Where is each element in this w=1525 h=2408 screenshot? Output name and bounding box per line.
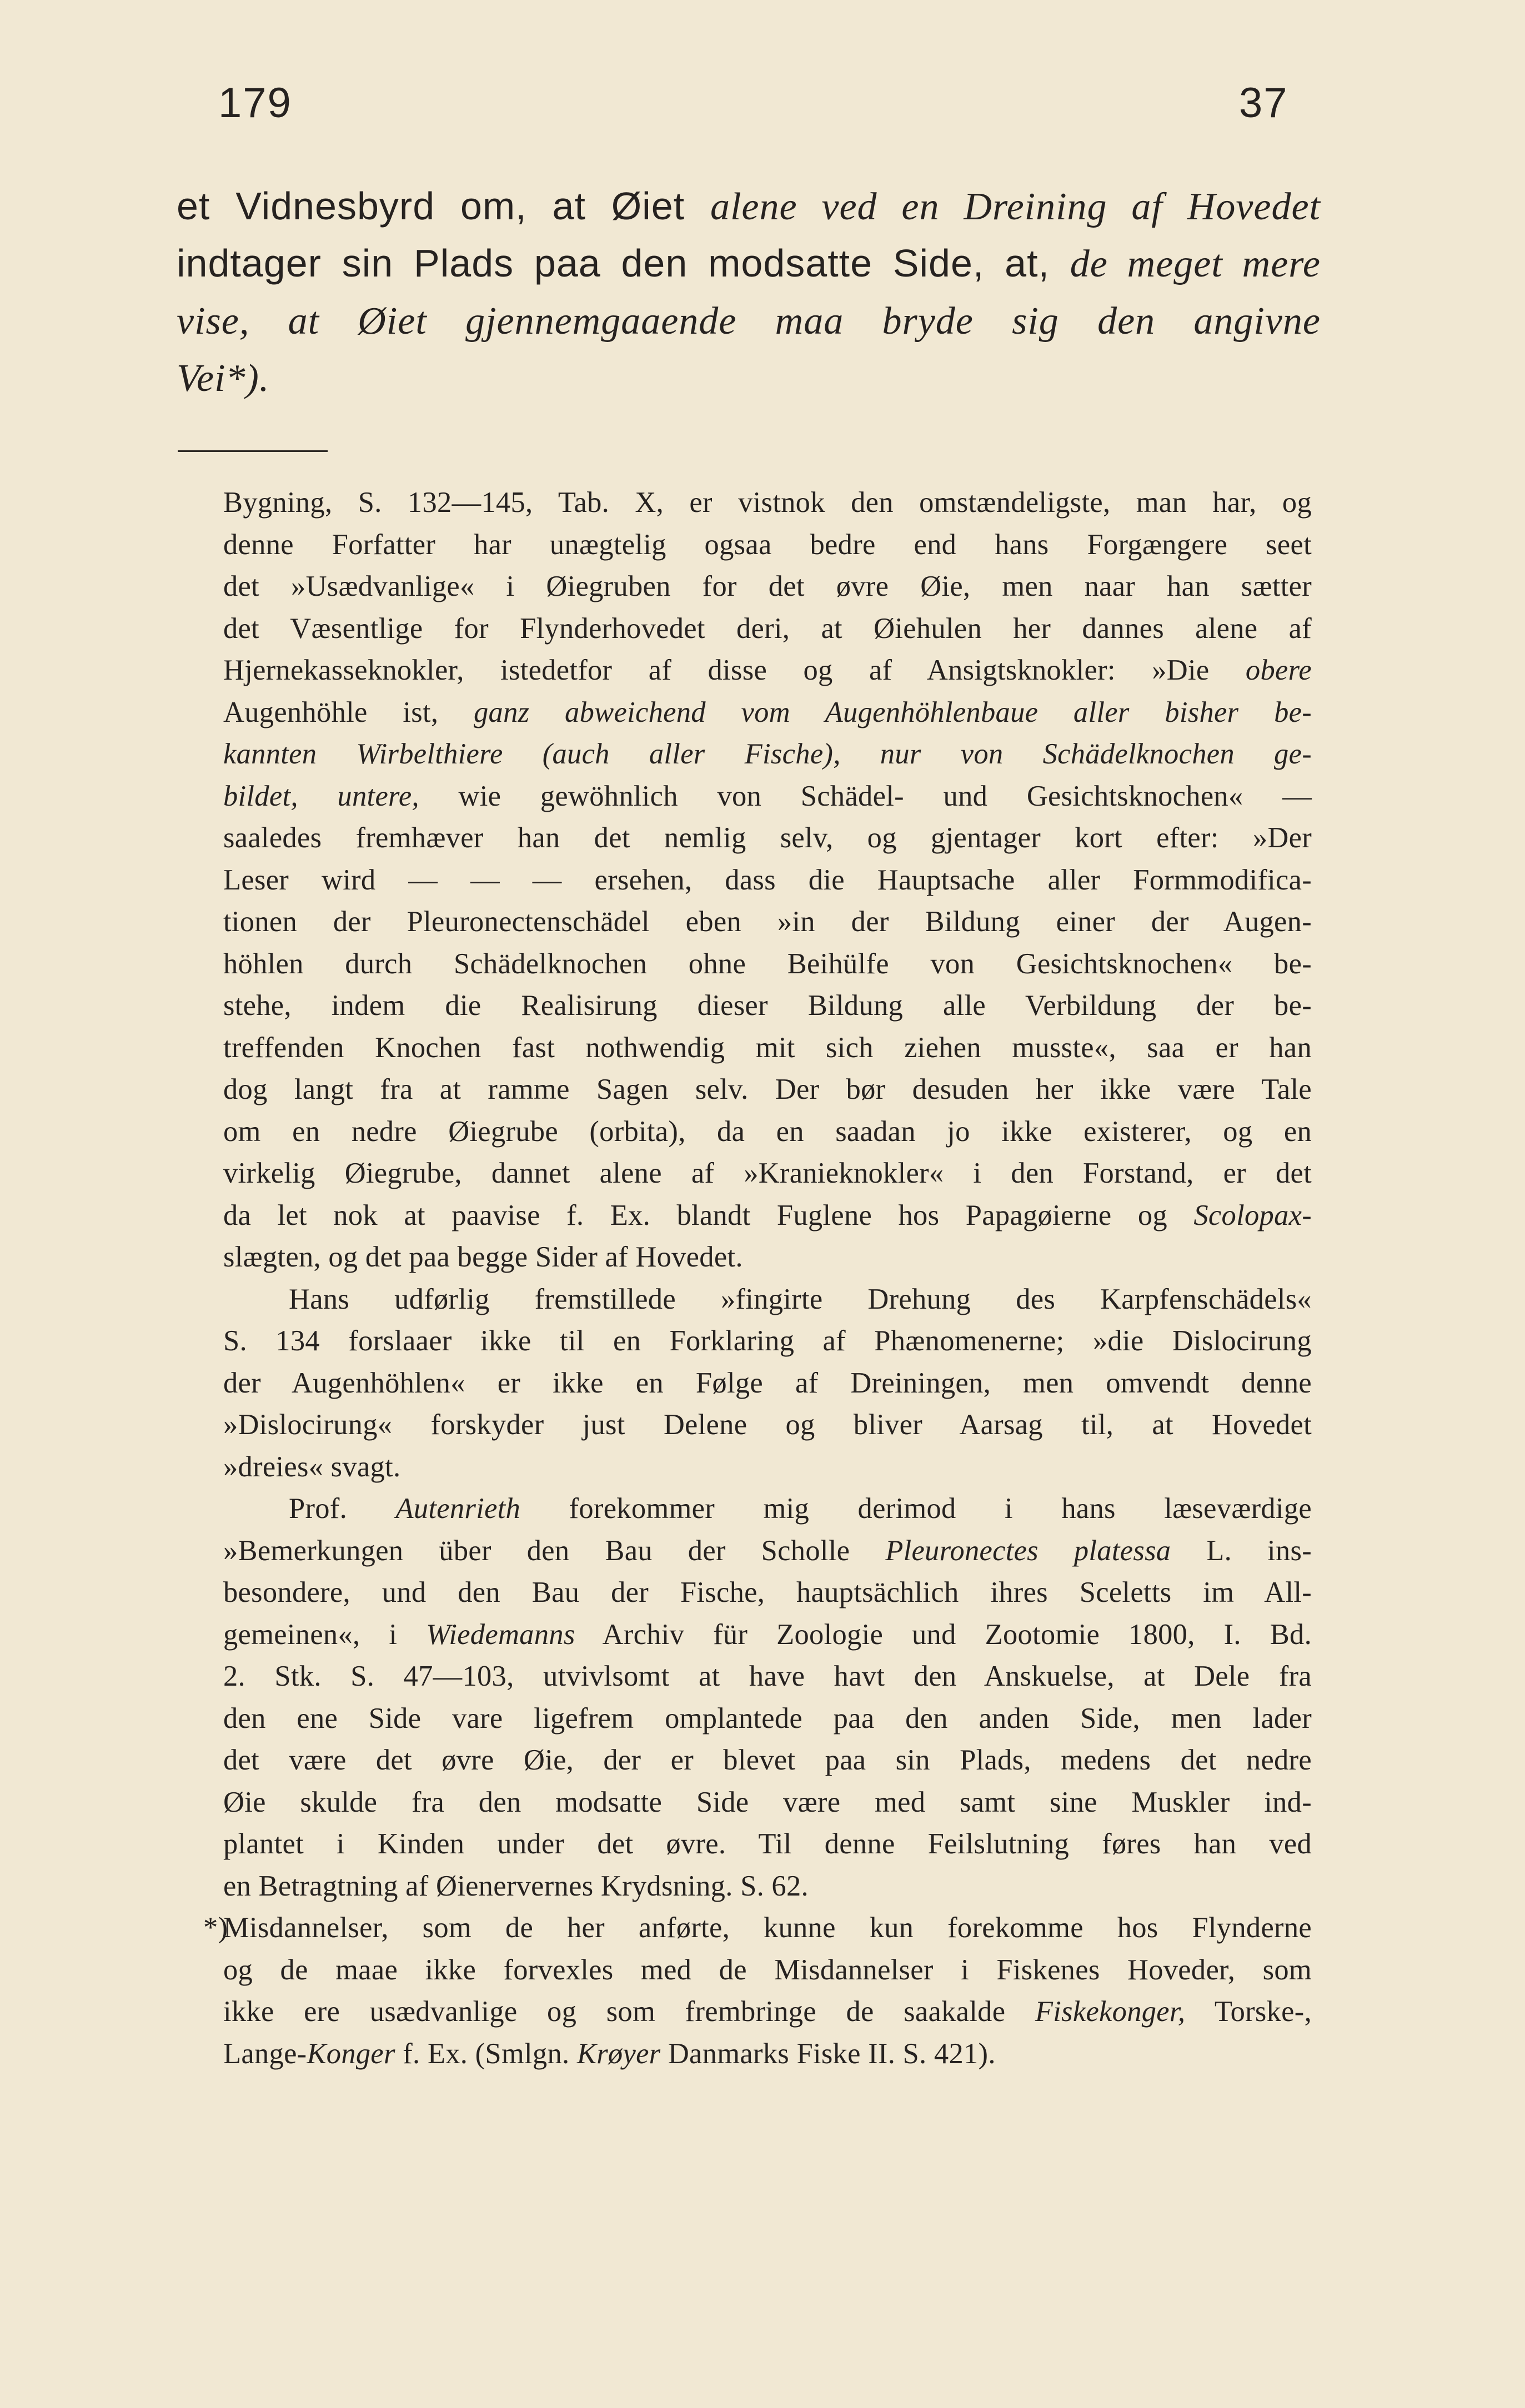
note-line: tionen der Pleuronectenschädel eben »in der Bildung einer der Augen- [223,906,1312,938]
note-line [223,650,1312,692]
note-italic-run: Scolopax- [1193,1199,1312,1231]
note-italic-run: obere [1245,654,1312,686]
note-italic-run: Fiskekonger, [1035,1995,1186,2028]
note-line: det Væsentlige for Flynderhovedet deri, at Øiehulen her dannes alene af [223,612,1312,645]
footnote-line [203,1907,1312,1949]
note-line: »dreies« svagt. [223,1450,401,1483]
note-line: Øie skulde fra den modsatte Side være med samt sine Muskler ind- [223,1786,1312,1818]
note-line: Leser wird — — — ersehen, dass die Hauptsache aller Formmodifica- [223,863,1312,896]
note-italic-run: untere, [337,780,419,812]
page-number-left: 179 [218,79,292,127]
main-line-3 [177,292,1321,349]
note-italic-run: Krøyer [576,2037,661,2070]
note-text-run: »Bemerkungen über den Bau der Scholle [223,1534,886,1567]
note-text-run: ikke ere usædvanlige og som frembringe de saakalde [223,1995,1035,2028]
note-italic-run: bildet, [223,780,338,812]
note-line: »Dislocirung« forskyder just Delene og bliver Aarsag til, at Hovedet [223,1409,1312,1441]
note-line: der Augenhöhlen« er ikke en Følge af Dreiningen, men omvendt denne [223,1366,1312,1399]
note-line: en Betragtning af Øienervernes Krydsning. S. 62. [223,1869,809,1902]
note-line: höhlen durch Schädelknochen ohne Beihülfe von Gesichtsknochen« be- [223,947,1312,980]
main-line-2 [177,235,1321,292]
main-line-1 [177,178,1321,235]
note-line: om en nedre Øiegrube (orbita), da en saadan jo ikke existerer, og en [223,1115,1312,1148]
note-line: den ene Side vare ligefrem omplantede paa den anden Side, men lader [223,1702,1312,1735]
note-line: dog langt fra at ramme Sagen selv. Der bør desuden her ikke være Tale [223,1073,1312,1105]
main-line-4 [177,349,1321,406]
note-text-run: Torske-, [1185,1995,1312,2028]
note-line: besondere, und den Bau der Fische, hauptsächlich ihres Sceletts im All- [223,1576,1312,1608]
note-line: slægten, og det paa begge Sider af Hovedet. [223,1241,743,1273]
footnote-line: og de maae ikke forvexles med de Misdannelser i Fiskenes Hoveder, som [223,1953,1312,1986]
note-italic-run: ganz abweichend vom Augenhöhlenbaue aller bisher be- [473,696,1312,728]
note-text-run: Hjernekasseknokler, istedetfor af disse og af Ansigtsknokler: »Die [223,654,1246,686]
footnote-line [223,2033,1312,2075]
note-text-run: Prof. [289,1492,396,1525]
main-text-run: indtager sin Plads paa den modsatte Side, at, [177,242,1070,285]
note-text-run: L. ins- [1171,1534,1312,1567]
main-text-run: et Vidnesbyrd om, at Øiet [177,184,710,228]
footnote-block [203,482,1312,2075]
main-italic-run: alene ved en Dreining af Hovedet [710,185,1321,228]
note-line: virkelig Øiegrube, dannet alene af »Kranieknokler« i den Forstand, er det [223,1157,1312,1189]
note-line: denne Forfatter har unægtelig ogsaa bedre end hans Forgængere seet [223,528,1312,561]
note-line: plantet i Kinden under det øvre. Til denne Feilslutning føres han ved [223,1828,1312,1860]
note-line [223,733,1312,776]
note-line: det være det øvre Øie, der er blevet paa sin Plads, medens det nedre [223,1744,1312,1776]
footnote-separator [178,450,328,452]
note-line: stehe, indem die Realisirung dieser Bildung alle Verbildung der be- [223,989,1312,1022]
footnote-line [223,1991,1312,2033]
note-line: 2. Stk. S. 47—103, utvivlsomt at have havt den Anskuelse, at Dele fra [223,1660,1312,1692]
note-line [223,776,1312,818]
note-text-run: Misdannelser, som de her anførte, kunne kun forekomme hos Flynderne [223,1912,1312,1944]
note-italic-run: Autenrieth [395,1492,521,1525]
note-line [223,1614,1312,1656]
note-text-run: Danmarks Fiske II. S. 421). [660,2037,996,2070]
note-text-run: Archiv für Zoologie und Zootomie 1800, I. Bd. [575,1618,1312,1651]
note-text-run: wie gewöhnlich von Schädel- und Gesichtsknochen« — [419,780,1312,812]
note-text-run: Augenhöhle ist, [223,696,474,728]
footnote-marker: *) [203,1912,228,1944]
note-line [223,1195,1312,1237]
main-italic-run: Vei*). [177,357,270,400]
note-line: S. 134 forslaaer ikke til en Forklaring af Phænomenerne; »die Dislocirung [223,1325,1312,1357]
page-number-right: 37 [1239,79,1288,127]
note-italic-run: kannten Wirbelthiere (auch aller Fische), nur von Schädelknochen ge- [223,738,1312,770]
main-paragraph [177,178,1321,406]
note-text-run: gemeinen«, i [223,1618,427,1651]
note-line: det »Usædvanlige« i Øiegruben for det øvre Øie, men naar han sætter [223,570,1312,602]
note-line [223,692,1312,734]
note-italic-run: Pleuronectes platessa [885,1534,1171,1567]
note-text-run: forekommer mig derimod i hans læseværdige [520,1492,1312,1525]
note-line: saaledes fremhæver han det nemlig selv, og gjentager kort efter: »Der [223,822,1312,854]
note-line [223,1530,1312,1572]
note-italic-run: Konger [307,2037,395,2070]
note-line: treffenden Knochen fast nothwendig mit sich ziehen musste«, saa er han [223,1031,1312,1064]
note-line [223,1488,1312,1530]
note-text-run: f. Ex. (Smlgn. [395,2037,577,2070]
main-italic-run: de meget mere [1070,243,1321,285]
note-line: Hans udførlig fremstillede »fingirte Drehung des Karpfenschädels« [289,1283,1312,1315]
note-text-run: Lange- [223,2037,307,2070]
note-italic-run: Wiedemanns [426,1618,575,1651]
note-line: Bygning, S. 132—145, Tab. X, er vistnok den omstændeligste, man har, og [223,486,1312,519]
note-text-run: da let nok at paavise f. Ex. blandt Fuglene hos Papagøierne og [223,1199,1194,1231]
main-italic-run: vise, at Øiet gjennemgaaende maa bryde sig den angivne [177,300,1321,343]
